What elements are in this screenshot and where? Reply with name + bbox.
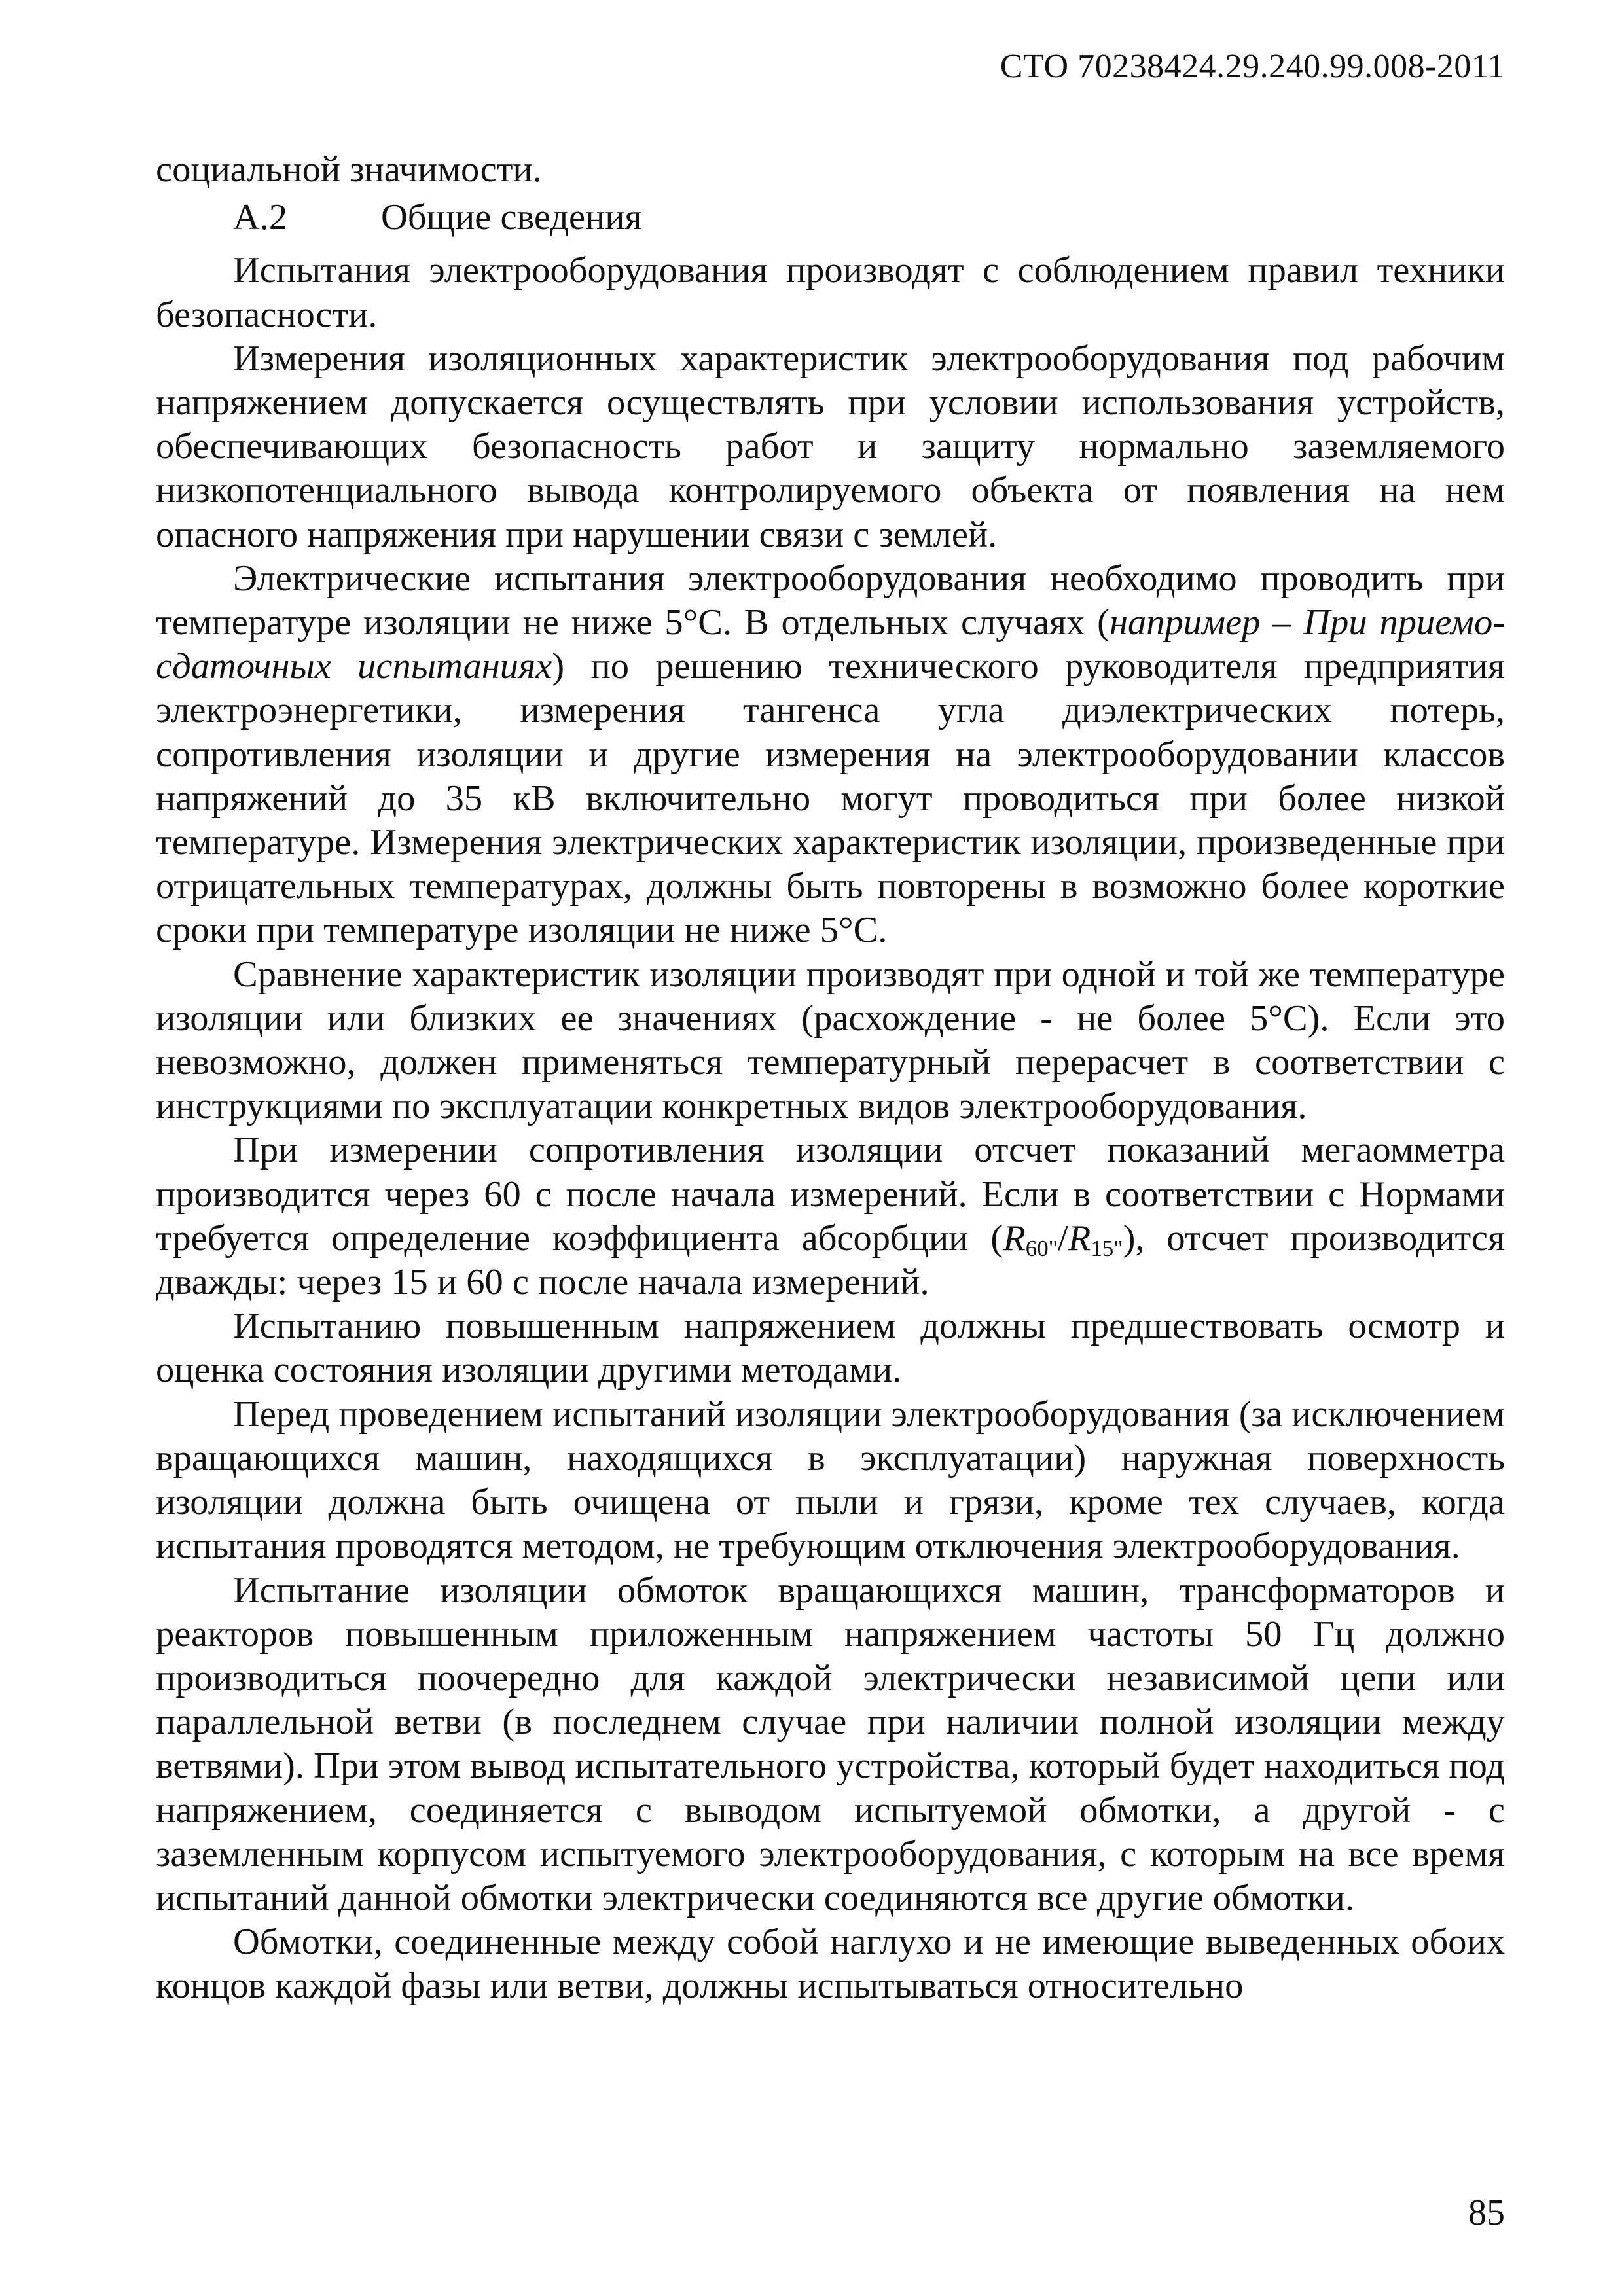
formula-r60: R [1003, 1217, 1026, 1259]
paragraph-text-part: Электрические испытания электрооборудования необходимо проводить при температуре изоляции не ниже 5°С. В отдельных случаях ( [156, 558, 1505, 643]
paragraph-temperature-conditions [156, 557, 1505, 953]
section-heading [156, 196, 1505, 240]
section-title: Общие сведения [381, 197, 642, 238]
page-number: 85 [1468, 2193, 1505, 2233]
paragraph-safety-rules: Испытания электрооборудования производят с соблюдением правил техники безопасности. [156, 250, 1505, 335]
continued-line: социальной значимости. [156, 149, 542, 190]
formula-r15: R [1068, 1217, 1091, 1259]
paragraph-text-part: При измерении сопротивления изоляции отсчет показаний мегаомметра производится через 60 с после начала измерений. Если в соответствии с Нормами требуется определение коэффициента абсорбции ( [156, 1130, 1505, 1259]
section-number: А.2 [233, 197, 288, 238]
italic-note: например – При приемо-сдаточных испытаниях [156, 602, 1506, 687]
paragraph-megohmmeter-reading [156, 1128, 1505, 1304]
page-body [156, 148, 1505, 2009]
paragraph-connected-windings: Обмотки, соединенные между собой наглухо и не имеющие выведенных обоих концов каждой фазы или ветви, должны испытываться относительно [156, 1922, 1505, 2007]
paragraph-winding-test: Испытание изоляции обмоток вращающихся машин, трансформаторов и реакторов повышенным приложенным напряжением частоты 50 Гц должно производиться поочередно для каждой электрически независимой цепи или параллельной ветви (в последнем случае при наличии полной изоляции между ветвями). При этом вывод испытательного устройства, который будет находиться под напряжением, соединяется с выводом испытуемой обмотки, а другой - с заземленным корпусом испытуемого электрооборудования, с которым на все время испытаний данной обмотки электрически соединяются все другие обмотки. [156, 1570, 1505, 1918]
document-code-header: СТО 70238424.29.240.99.008-2011 [1000, 48, 1505, 85]
formula-sub-60: 60" [1025, 1235, 1058, 1261]
paragraph-insulation-comparison: Сравнение характеристик изоляции производят при одной и той же температуре изоляции или близких ее значениях (расхождение - не более 5°С). Если это невозможно, должен применяться температурный перерасчет в соответствии с инструкциями по эксплуатации конкретных видов электрооборудования. [156, 954, 1505, 1127]
paragraph-text-part: ), отсчет производится дважды: через 15 и 60 с после начала измерений. [156, 1217, 1505, 1303]
paragraph-surface-cleaning: Перед проведением испытаний изоляции электрооборудования (за исключением вращающихся машин, находящихся в эксплуатации) наружная поверхность изоляции должна быть очищена от пыли и грязи, кроме тех случаев, когда испытания проводятся методом, не требующим отключения электрооборудования. [156, 1393, 1505, 1567]
formula-slash: / [1058, 1217, 1068, 1259]
paragraph-working-voltage-measurements: Измерения изоляционных характеристик электрооборудования под рабочим напряжением допускается осуществлять при условии использования устройств, обеспечивающих безопасность работ и защиту нормально заземляемого низкопотенциального вывода контролируемого объекта от появления на нем опасного напряжения при нарушении связи с землей. [156, 338, 1505, 555]
paragraph-text-part: ) по решению технического руководителя предприятия электроэнергетики, измерения тангенса угла диэлектрических потерь, сопротивления изоляции и другие измерения на электрооборудовании классов напряжений до 35 кВ включительно могут проводиться при более низкой температуре. Измерения электрических характеристик изоляции, произведенные при отрицательных температурах, должны быть повторены в возможно более короткие сроки при температуре изоляции не ниже 5°С. [156, 646, 1505, 951]
formula-sub-15: 15" [1091, 1235, 1123, 1261]
paragraph-high-voltage-precondition: Испытанию повышенным напряжением должны предшествовать осмотр и оценка состояния изоляции другими методами. [156, 1306, 1505, 1391]
